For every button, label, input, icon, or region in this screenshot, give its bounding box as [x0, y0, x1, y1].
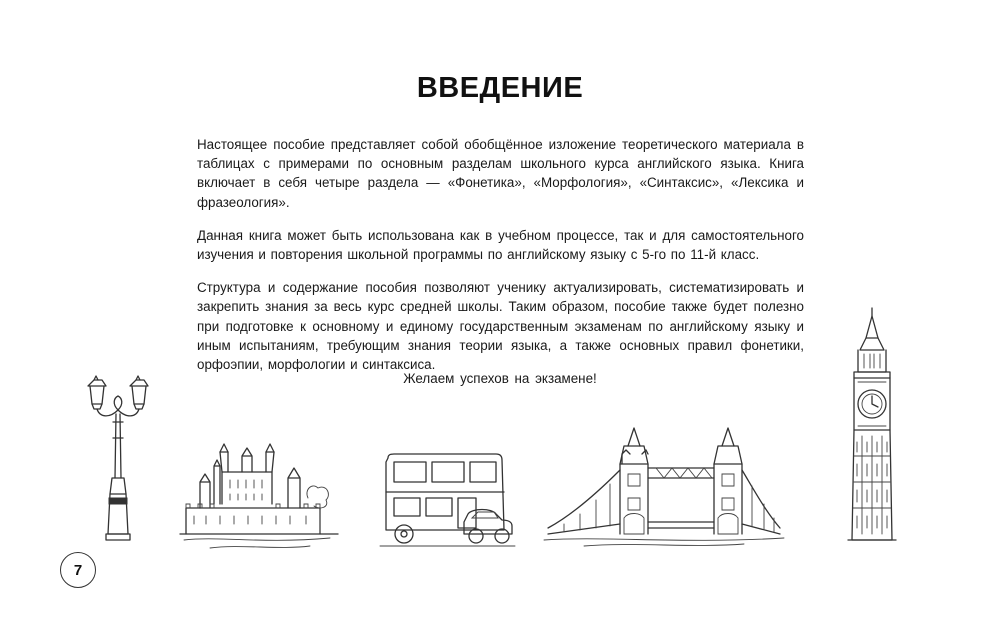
paragraph-1: Настоящее пособие представляет собой обобщённое изложение теоретического материала в таблицах с примерами по основным разделам школьного курса английского языка. Книга включает в себя четыре раздела — «Фонетика», «Морфология», «Синтаксис», «Лексика и фразеология».: [197, 137, 804, 210]
street-lamp-icon: [82, 374, 154, 542]
paragraph-2: Данная книга может быть использована как в учебном процессе, так и для самостоятельного изучения и повторения школьной программы по английскому языку с 5-го по 11-й класс.: [197, 227, 804, 263]
intro-text: [197, 135, 804, 388]
page-number: 7: [60, 552, 96, 588]
paragraph-3: Структура и содержание пособия позволяют ученику актуализировать, систематизировать и закрепить знания за весь курс средней школы. Таким образом, пособие также будет полезно при подготовке к основному и единому государственным экзаменам по английскому языку и иным испытаниям, требующим знания теории языка, а также основных правил фонетики, орфоэпии, морфологии и синтаксиса.: [197, 280, 804, 373]
big-ben-icon: [844, 306, 900, 544]
tower-of-london-icon: [180, 438, 340, 558]
page-title: ВВЕДЕНИЕ: [416, 72, 584, 104]
closing-wish: Желаем успехов на экзамене!: [403, 371, 597, 386]
tower-bridge-icon: [544, 424, 784, 548]
double-decker-bus-icon: [380, 452, 515, 548]
